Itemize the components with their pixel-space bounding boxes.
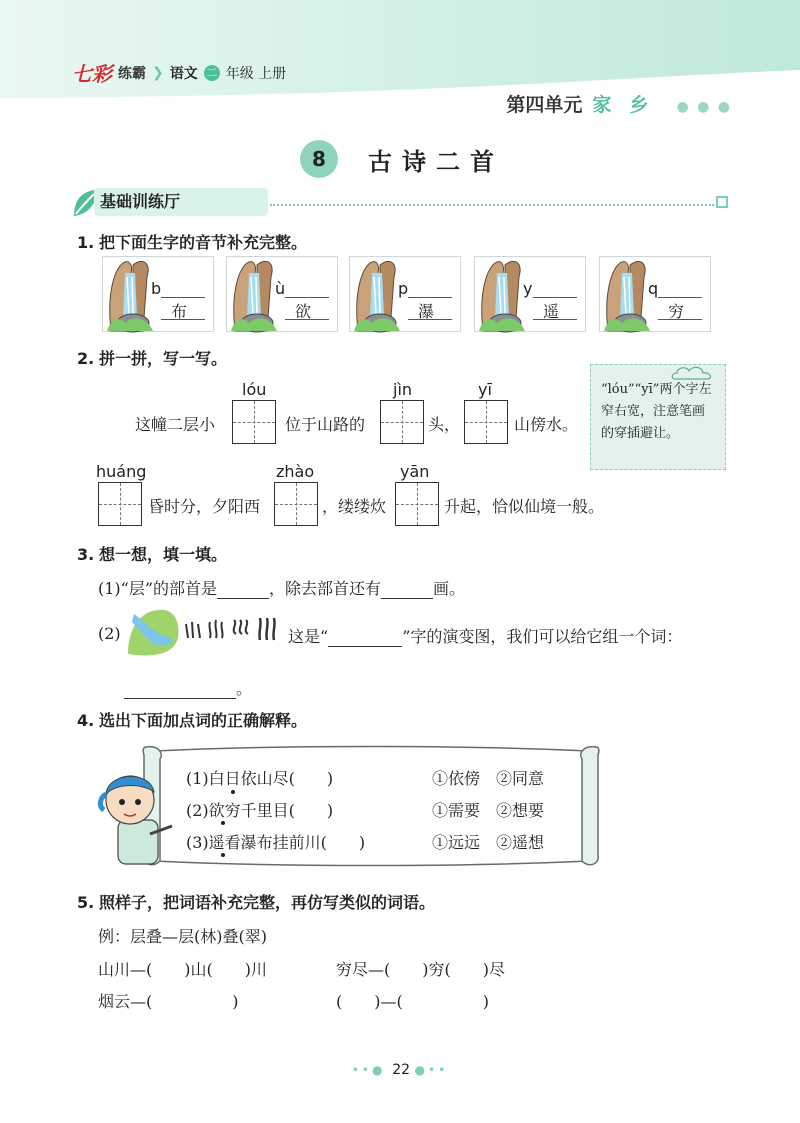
writing-grid[interactable]: [274, 482, 318, 526]
question-1: 1. 把下面生字的音节补充完整。: [77, 233, 308, 252]
brand-header: [72, 58, 286, 87]
q4-item[interactable]: (1)白日依山尽( ): [186, 769, 334, 788]
decorative-dots-icon: ●••: [414, 1063, 449, 1077]
tip-text: “lóu”“yī”两个字左窄右宽，注意笔画的穿插避让。: [601, 382, 712, 441]
q3-sub2-label: (2): [98, 624, 121, 643]
chinese-character: 瀑: [418, 302, 435, 321]
question-3: 3. 想一想，填一填。: [77, 545, 228, 564]
section-header: [70, 188, 730, 218]
lesson-title-text: 古诗二首: [368, 146, 504, 176]
writing-grid[interactable]: [395, 482, 439, 526]
chinese-character: 欲: [295, 302, 312, 321]
q4-options: ①远远 ②遥想: [432, 833, 545, 852]
pinyin-card: [102, 256, 214, 332]
pinyin-hint: q: [648, 279, 659, 298]
q4-options: ①需要 ②想要: [432, 801, 545, 820]
q4-item[interactable]: (3)遥看瀑布挂前川( ): [186, 833, 366, 852]
q3-sub1: (1)“层”的部首是 ，除去部首还有 画。: [98, 579, 466, 598]
pinyin-hint: p: [398, 279, 409, 298]
q4-options: ①依傍 ②同意: [432, 769, 545, 788]
q2-text: ，缕缕炊: [322, 497, 387, 516]
brand-logo: 七彩: [72, 62, 112, 86]
question-3-prompt: 想一想，填一填。: [99, 545, 228, 564]
section-label: 基础训练厅: [100, 192, 181, 211]
grade-label: 年级 上册: [225, 65, 287, 82]
answer-line[interactable]: [285, 297, 329, 298]
answer-line[interactable]: [408, 297, 452, 298]
answer-blank[interactable]: [124, 679, 236, 699]
question-2-prompt: 拼一拼，写一写。: [99, 349, 228, 368]
writing-grid[interactable]: [98, 482, 142, 526]
pinyin-hint: y: [523, 279, 533, 298]
answer-blank[interactable]: [217, 579, 269, 599]
pinyin-label: huáng: [96, 462, 147, 481]
answer-blank[interactable]: [328, 627, 402, 647]
decorative-dots-icon: ● ● ●: [676, 99, 732, 115]
question-4-prompt: 选出下面加点词的正确解释。: [99, 711, 308, 730]
q4-item[interactable]: (2)欲穷千里目( ): [186, 801, 334, 820]
writing-grid[interactable]: [464, 400, 508, 444]
cloud-icon: [669, 363, 717, 383]
checkbox-icon: [716, 196, 728, 208]
q5-example: 例：层叠—层(林)叠(翠): [98, 927, 267, 946]
lesson-number: 8: [300, 140, 338, 178]
unit-heading: [506, 90, 732, 117]
pinyin-label: lóu: [242, 380, 267, 399]
unit-label: 第四单元: [506, 94, 583, 116]
q2-text: 头，: [428, 415, 461, 434]
student-cartoon-image: [94, 760, 176, 870]
page-number: 22: [392, 1062, 411, 1078]
answer-line[interactable]: [533, 297, 577, 298]
q2-text: 昏时分，夕阳西: [148, 497, 261, 516]
pinyin-hint: ù: [275, 279, 286, 298]
answer-line[interactable]: [161, 297, 205, 298]
q5-row1-a[interactable]: 山川—( )山( )川: [98, 960, 267, 979]
answer-line[interactable]: [658, 297, 702, 298]
writing-grid[interactable]: [380, 400, 424, 444]
q3-sub2-answer: 。: [124, 676, 252, 699]
chevron-right-icon: ❯: [152, 64, 164, 81]
q5-row2-b[interactable]: ( )—( ): [336, 992, 489, 1011]
river-evolution-image: [124, 604, 282, 660]
decorative-dots-icon: ••●: [351, 1063, 393, 1077]
q2-text: 山傍水。: [514, 415, 579, 434]
answer-blank[interactable]: [381, 579, 433, 599]
q5-row2-a[interactable]: 烟云—( ): [98, 992, 239, 1011]
chinese-character: 布: [171, 302, 188, 321]
writing-grid[interactable]: [232, 400, 276, 444]
question-4: 4. 选出下面加点词的正确解释。: [77, 711, 308, 730]
subject-label: 语文: [169, 65, 198, 82]
q2-text: 这幢二层小: [135, 415, 216, 434]
q2-text: 位于山路的: [285, 415, 366, 434]
pinyin-label: yī: [478, 380, 492, 399]
question-1-prompt: 把下面生字的音节补充完整。: [99, 233, 308, 252]
lesson-title: [300, 140, 504, 178]
page-footer: [0, 1062, 800, 1078]
pinyin-card: [226, 256, 338, 332]
pinyin-label: zhào: [276, 462, 315, 481]
pinyin-card: [474, 256, 586, 332]
grade-number-badge: 二: [204, 65, 220, 81]
pinyin-hint: b: [151, 279, 162, 298]
question-5: 5. 照样子，把词语补充完整，再仿写类似的词语。: [77, 893, 436, 912]
question-5-prompt: 照样子，把词语补充完整，再仿写类似的词语。: [99, 893, 436, 912]
chinese-character: 遥: [543, 302, 560, 321]
q3-sub2: 这是“ ”字的演变图，我们可以给它组一个词：: [288, 627, 683, 646]
q5-row1-b[interactable]: 穷尽—( )穷( )尽: [336, 960, 505, 979]
writing-tip-box: [590, 364, 726, 470]
pinyin-card: [349, 256, 461, 332]
chinese-character: 穷: [668, 302, 685, 321]
pinyin-card: [599, 256, 711, 332]
pinyin-label: jìn: [393, 380, 413, 399]
question-2: 2. 拼一拼，写一写。: [77, 349, 228, 368]
brand-name: 练霸: [118, 65, 146, 82]
pinyin-label: yān: [400, 462, 430, 481]
q2-text: 升起，恰似仙境一般。: [444, 497, 605, 516]
unit-theme: 家乡: [592, 94, 667, 116]
